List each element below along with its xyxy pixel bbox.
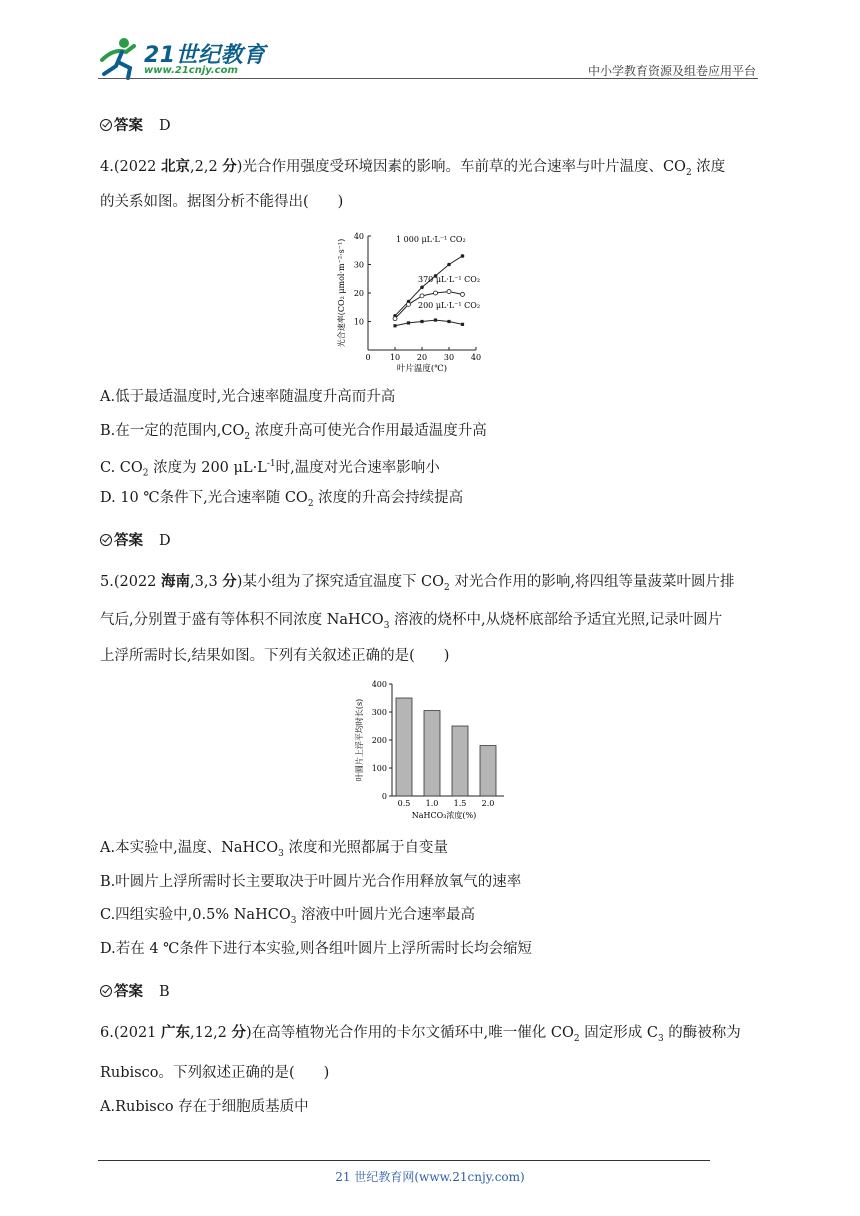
y-tick-label: 0 (381, 792, 387, 801)
emphasis-dot-text: 不 (245, 194, 260, 210)
y-axis-label: 叶圆片上浮平均时长(s) (355, 698, 364, 782)
q4-option-d (100, 488, 463, 514)
option-text: 浓度和光照都属于自变量 (283, 840, 448, 856)
check-icon (100, 534, 112, 546)
series-label: 1 000 μL·L⁻¹ CO₂ (396, 235, 466, 244)
answer-value: B (159, 984, 170, 1000)
data-point (434, 318, 437, 321)
option-text: A.Rubisco 存在于细胞质基质中 (100, 1099, 309, 1115)
runner-logo-icon (94, 36, 144, 80)
sub: 2 (142, 468, 149, 479)
sub: 3 (278, 848, 284, 859)
data-point (407, 302, 411, 306)
x-tick-label: 2.0 (481, 799, 495, 808)
sub: 2 (244, 431, 251, 442)
q6-stem1a: )在高等植物光合作用的卡尔文循环中,唯一催化 CO (246, 1025, 574, 1041)
option-text: A.本实验中,温度、NaHCO (100, 840, 279, 856)
data-point (447, 320, 450, 323)
q5-stem-line1 (100, 572, 735, 598)
answer-label: 答案 (114, 118, 143, 134)
option-text: C.四组实验中,0.5% NaHCO (100, 907, 291, 923)
data-point (420, 286, 424, 290)
x-tick-label: 20 (416, 353, 428, 362)
q6-fen: 分 (231, 1025, 247, 1041)
data-point (461, 292, 465, 296)
sup: -1 (266, 459, 276, 469)
check-icon (100, 119, 112, 131)
x-tick-label: 1.0 (425, 799, 439, 808)
option-text: A.低于最适温度时,光合速率随温度升高而升高 (100, 389, 396, 405)
q6-meta: ,12,2 (190, 1025, 232, 1041)
answer-value: D (159, 533, 171, 549)
sub: 2 (573, 1033, 580, 1044)
temperature-co2-line-chart (332, 226, 532, 376)
option-text: 溶液中叶圆片光合速率最高 (296, 907, 476, 923)
sub: 2 (444, 582, 450, 593)
y-tick-label: 40 (353, 232, 364, 241)
q3-answer (100, 114, 171, 135)
q5-stem1a: )某小组为了探究适宜温度下 CO (236, 574, 445, 590)
x-tick-label: 0 (365, 353, 371, 362)
q5-stem-line2 (100, 610, 722, 636)
y-tick-label: 200 (371, 736, 387, 745)
q4-stem1-tail: 浓度 (691, 159, 726, 175)
q4-stem2d: 得出( ) (274, 194, 344, 210)
data-point (407, 321, 410, 324)
footer-text: 21 世纪教育网(www.21cnjy.com) (335, 1170, 525, 1184)
emphasis-dot-text: 能 (259, 194, 274, 210)
data-point (447, 263, 451, 267)
y-tick-label: 300 (371, 708, 387, 717)
q5-stem3: 上浮所需时长,结果如图。下列有关叙述正确的是( ) (100, 648, 450, 664)
x-tick-label: 1.5 (453, 799, 467, 808)
q4-stem2a: 的关系如图。据图分析 (100, 194, 245, 210)
q5-fen: 分 (222, 574, 237, 590)
answer-label: 答案 (114, 984, 143, 1000)
q6-stem2: Rubisco。下列叙述正确的是( ) (100, 1065, 330, 1081)
y-tick-label: 400 (371, 680, 387, 689)
y-tick-label: 100 (371, 764, 387, 773)
q6-stem1c: 的酶被称为 (663, 1025, 741, 1041)
q4-option-b (100, 421, 487, 447)
q5-stem2b: 溶液的烧杯中,从烧杯底部给予适宜光照,记录叶圆片 (389, 612, 723, 628)
x-axis-label: 叶片温度(℃) (396, 364, 448, 374)
q5-option-d (100, 939, 532, 959)
q6-stem-line1 (100, 1023, 741, 1049)
q4-fen: 分 (222, 159, 237, 175)
q5-num: 5.(2022 (100, 574, 162, 590)
bar (396, 698, 412, 796)
q5-stem-line3 (100, 646, 449, 666)
sub: 2 (307, 498, 314, 509)
option-text: D.若在 4 ℃条件下进行本实验,则各组叶圆片上浮所需时长均会缩短 (100, 941, 532, 957)
y-tick-label: 30 (353, 260, 364, 270)
q4-answer (100, 529, 171, 550)
q4-stem-line1 (100, 157, 725, 183)
nahco3-bar-chart (350, 674, 520, 824)
q4-option-c (100, 454, 440, 484)
q5-source: 海南 (161, 574, 191, 590)
answer-label: 答案 (114, 533, 143, 549)
q6-option-a (100, 1097, 309, 1117)
x-tick-label: 0.5 (397, 799, 411, 808)
option-text: 浓度为 200 μL·L (148, 459, 267, 476)
q5-answer (100, 980, 170, 1001)
option-text: 时,温度对光合速率影响小 (275, 459, 440, 476)
data-point (434, 291, 438, 295)
y-tick-label: 20 (353, 289, 364, 298)
option-text: B.叶圆片上浮所需时长主要取决于叶圆片光合作用释放氧气的速率 (100, 874, 522, 890)
bar (424, 711, 440, 796)
q4-num: 4.(2022 (100, 159, 162, 175)
check-icon (100, 985, 112, 997)
sub: 2 (685, 167, 692, 178)
x-axis-label: NaHCO₃浓度(%) (411, 811, 477, 820)
q6-stem-line2 (100, 1063, 329, 1083)
answer-value: D (159, 118, 171, 134)
sub: 3 (383, 620, 390, 631)
x-tick-label: 40 (470, 353, 482, 362)
option-text: 浓度升高可使光合作用最适温度升高 (250, 423, 487, 439)
data-point (461, 254, 465, 258)
q6-source: 广东 (161, 1025, 191, 1041)
logo-text: 21世纪教育 (144, 43, 266, 68)
y-tick-label: 10 (353, 317, 364, 327)
y-axis-label: 光合速率(CO₂ μmol·m⁻²·s⁻¹) (337, 238, 346, 348)
logo-url: www.21cnjy.com (144, 65, 238, 76)
data-point (420, 294, 424, 298)
option-text: B.在一定的范围内,CO (100, 423, 245, 439)
data-point (447, 290, 451, 294)
q5-stem1b: 对光合作用的影响,将四组等量菠菜叶圆片排 (449, 574, 735, 590)
data-point (420, 320, 423, 323)
q4-option-a (100, 387, 395, 407)
series-line (395, 320, 463, 326)
data-point (393, 324, 396, 327)
sub: 3 (657, 1033, 664, 1044)
bar (452, 726, 468, 796)
x-tick-label: 10 (389, 353, 401, 362)
option-text: C. CO (100, 459, 143, 476)
series-label: 200 μL·L⁻¹ CO₂ (418, 301, 481, 310)
data-point (393, 317, 397, 321)
q5-stem2a: 气后,分别置于盛有等体积不同浓度 NaHCO (100, 612, 384, 628)
data-point (461, 323, 464, 326)
q5-option-c (100, 905, 475, 931)
sub: 3 (290, 915, 297, 926)
q4-stem-line2 (100, 192, 343, 212)
q6-num: 6.(2021 (100, 1025, 162, 1041)
option-text: 浓度的升高会持续提高 (313, 490, 464, 506)
q5-meta: ,3,3 (190, 574, 223, 590)
q4-source: 北京 (161, 159, 191, 175)
q5-option-b (100, 872, 521, 892)
x-tick-label: 30 (443, 353, 455, 362)
q4-meta: ,2,2 (190, 159, 223, 175)
q6-stem1b: 固定形成 C (579, 1025, 658, 1041)
option-text: D. 10 ℃条件下,光合速率随 CO (100, 490, 308, 506)
series-label: 370 μL·L⁻¹ CO₂ (418, 275, 481, 284)
bar (480, 746, 496, 796)
footer-divider (98, 1160, 710, 1161)
platform-name: 中小学教育资源及组卷应用平台 (587, 64, 756, 78)
header-divider (98, 78, 758, 79)
q5-option-a (100, 838, 448, 864)
q4-stem1: )光合作用强度受环境因素的影响。车前草的光合速率与叶片温度、CO (236, 159, 686, 175)
